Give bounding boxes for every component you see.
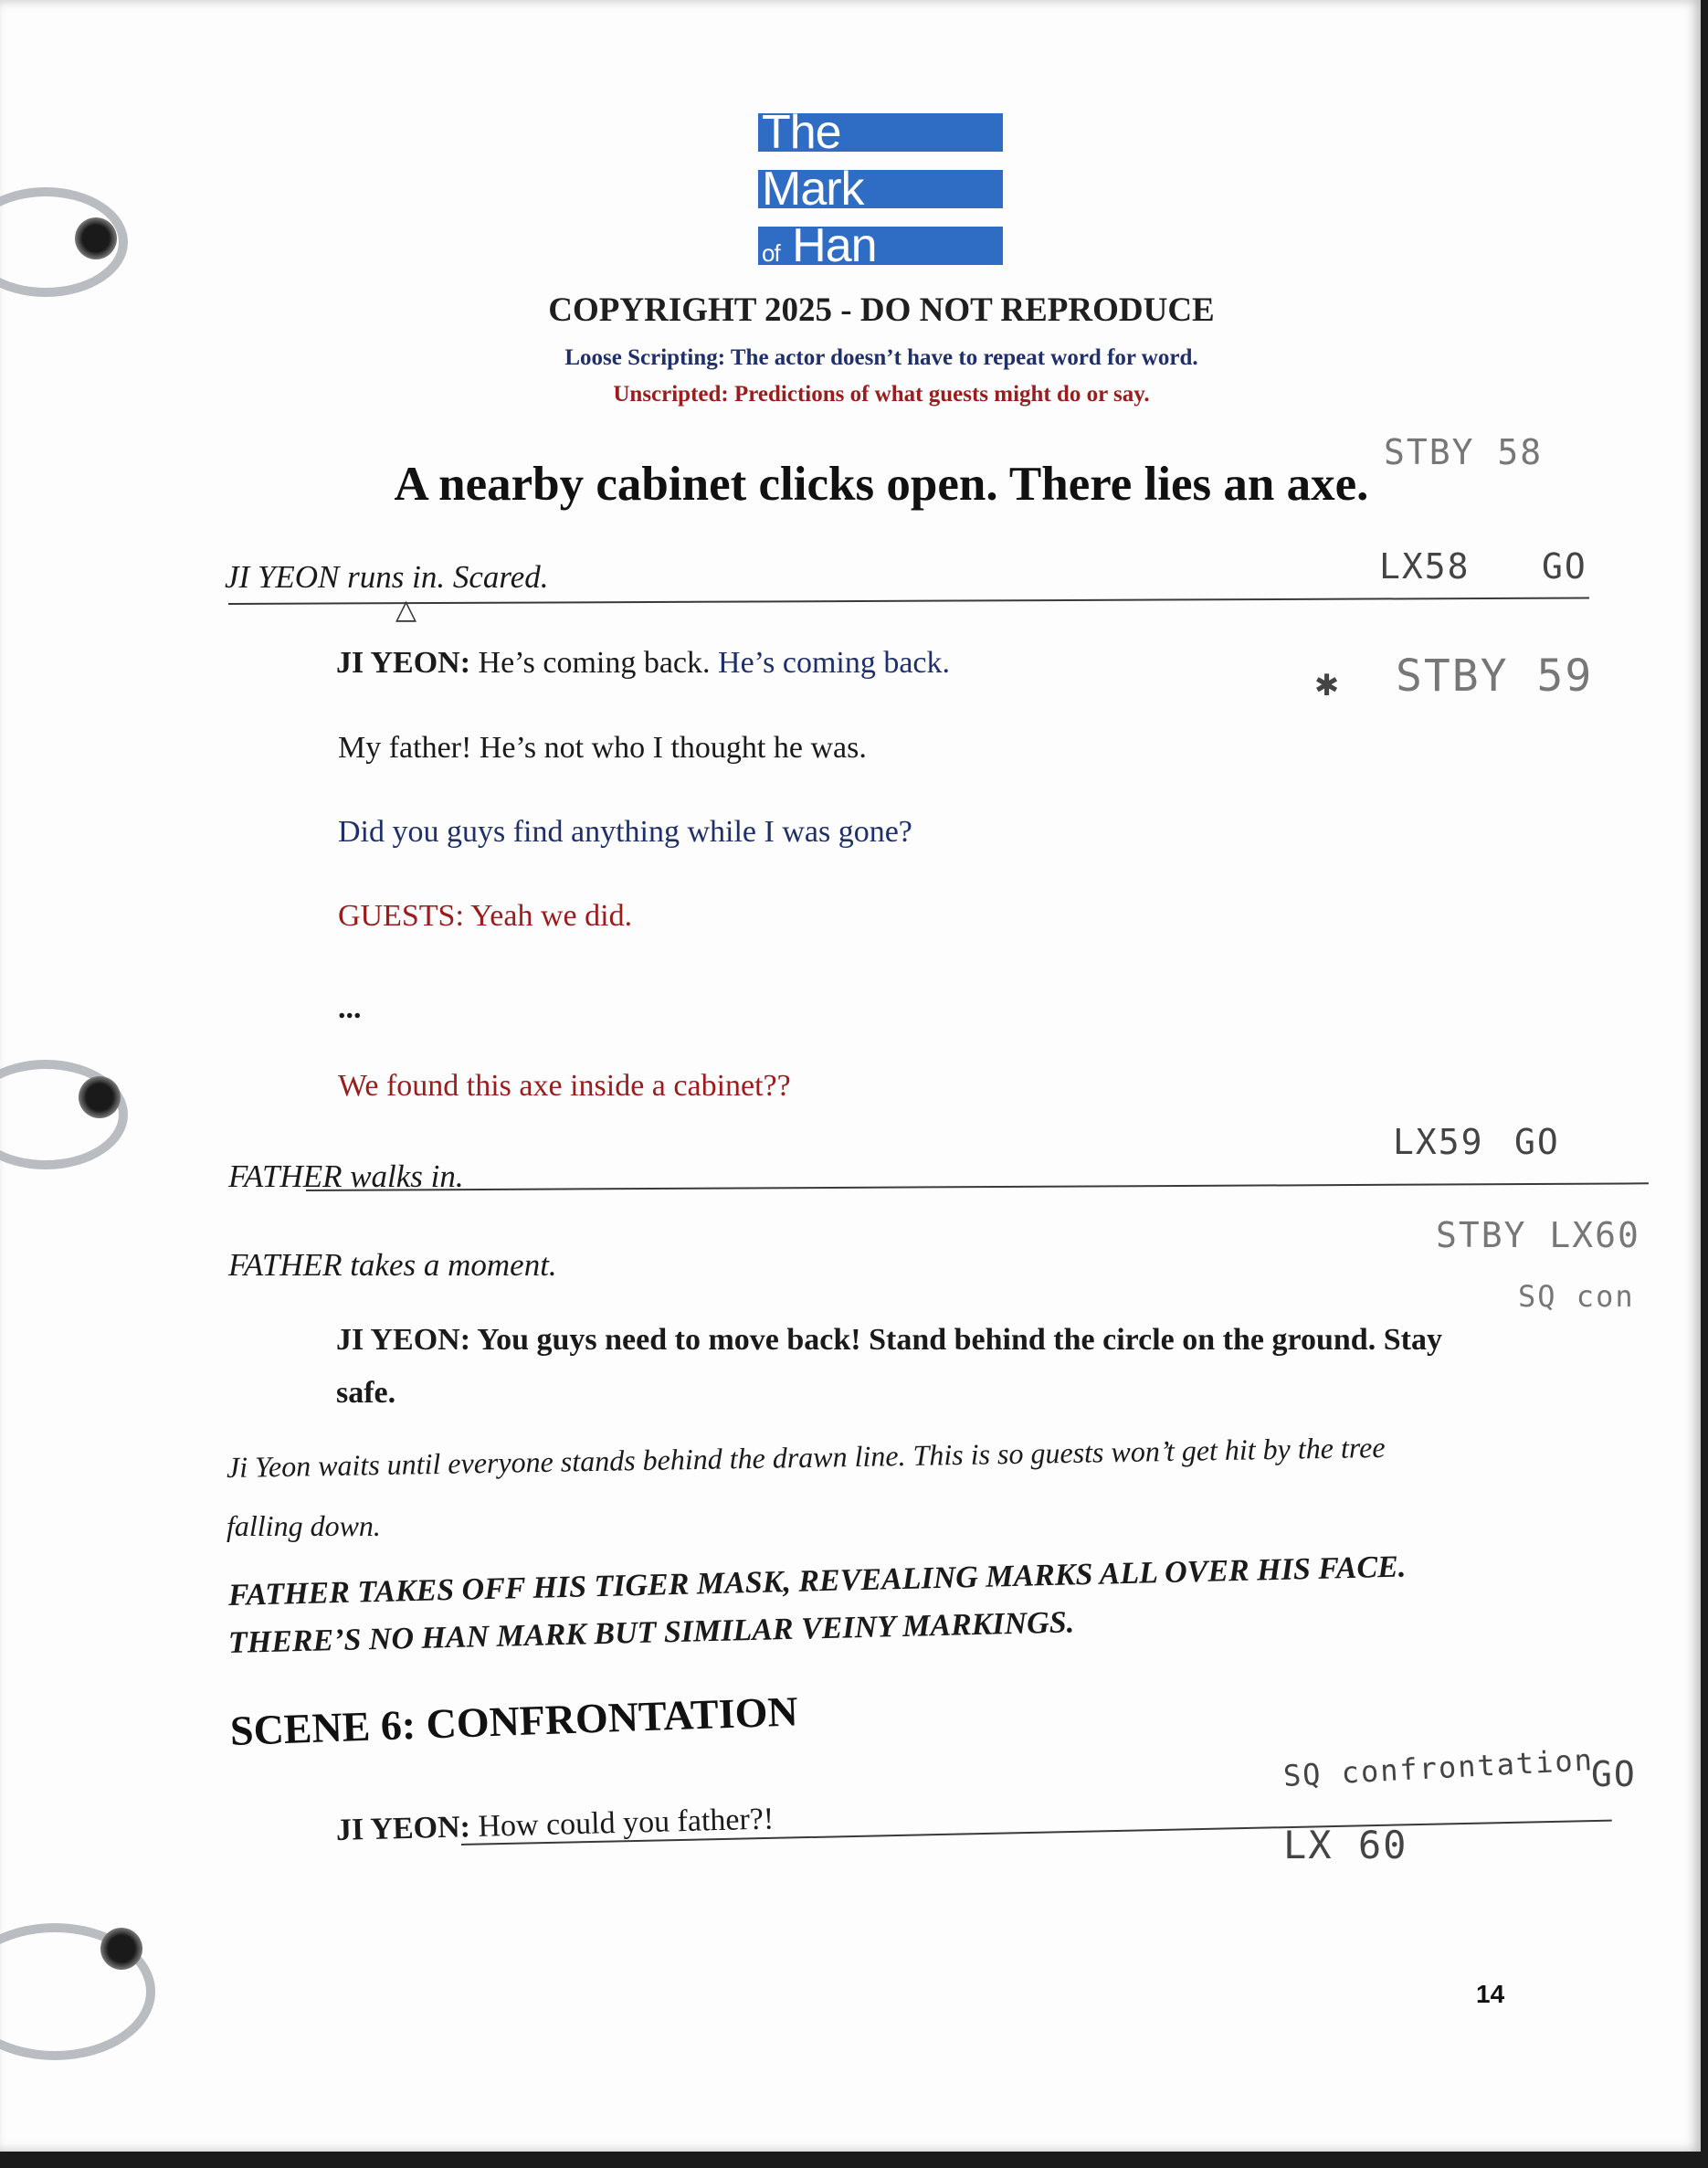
stage-direction-4: Ji Yeon waits until everyone stands behind the drawn line. This is so guests won’t get hit by the tree <box>226 1430 1386 1484</box>
annotation-lx59: LX59 <box>1393 1122 1484 1162</box>
dialogue-line-4-cont: safe. <box>336 1376 396 1410</box>
annotation-lx-60: LX 60 <box>1283 1823 1408 1867</box>
mark-of-han-logo <box>758 106 1003 283</box>
star-icon: ✱ <box>1315 660 1341 704</box>
stage-direction-2: FATHER walks in. <box>228 1158 464 1194</box>
action-caps-1: FATHER TAKES OFF HIS TIGER MASK, REVEALING MARKS ALL OVER HIS FACE. <box>227 1549 1407 1613</box>
binder-hole-top <box>75 217 117 259</box>
annotation-stby-lx60: STBY LX60 <box>1436 1215 1640 1255</box>
annotation-sq-confrontation: SQ confrontation <box>1282 1742 1595 1793</box>
binder-hole-middle <box>79 1076 121 1118</box>
annotation-go-59: GO <box>1514 1122 1560 1162</box>
logo-han: Han <box>792 219 877 272</box>
dialogue-text: How could you father?! <box>477 1802 775 1844</box>
legend-loose-scripting: Loose Scripting: The actor doesn’t have to repeat word for word. <box>564 345 1198 370</box>
annotation-go-60: GO <box>1591 1754 1637 1794</box>
binder-hole-bottom <box>100 1928 142 1970</box>
ellipsis-line: ... <box>338 991 362 1025</box>
speaker-ji-yeon: JI YEON: <box>335 1810 471 1847</box>
legend-unscripted: Unscripted: Predictions of what guests might do or say. <box>613 382 1150 407</box>
dialogue-line-4 <box>336 1323 1442 1358</box>
dialogue-line-3: Did you guys find anything while I was gone? <box>338 815 912 849</box>
page-number: 14 <box>1476 1980 1505 2008</box>
speaker-ji-yeon: JI YEON: <box>336 646 471 680</box>
guest-line-1: GUESTS: Yeah we did. <box>338 899 633 933</box>
cue-line-1 <box>228 597 1589 605</box>
annotation-go-58: GO <box>1542 546 1587 587</box>
stage-direction-4-cont: falling down. <box>227 1509 381 1542</box>
stage-direction-1: JI YEON runs in. Scared. <box>225 559 549 595</box>
guest-line-2: We found this axe inside a cabinet?? <box>338 1069 791 1103</box>
annotation-stby-59: STBY 59 <box>1396 650 1594 702</box>
action-caps-2: THERE’S NO HAN MARK BUT SIMILAR VEINY MARKINGS. <box>227 1605 1075 1660</box>
logo-line-1: The <box>758 113 1003 152</box>
copyright-notice: COPYRIGHT 2025 - DO NOT REPRODUCE <box>548 291 1215 329</box>
logo-of: of <box>762 239 780 267</box>
dialogue-line-1 <box>336 646 950 681</box>
dialogue-text: He’s coming back. <box>478 646 711 680</box>
logo-line-2: Mark <box>758 170 1003 208</box>
dialogue-text: You guys need to move back! Stand behind the circle on the ground. Stay <box>477 1323 1442 1357</box>
annotation-stby-58: STBY 58 <box>1384 432 1544 472</box>
speaker-ji-yeon: JI YEON: <box>336 1323 471 1357</box>
loose-scripting-text: He’s coming back. <box>718 646 951 680</box>
cue-line-2 <box>306 1182 1649 1191</box>
scene-heading: SCENE 6: CONFRONTATION <box>229 1687 799 1754</box>
stage-direction-3: FATHER takes a moment. <box>228 1247 557 1283</box>
dialogue-line-2: My father! He’s not who I thought he was. <box>338 731 867 765</box>
annotation-lx58: LX58 <box>1379 546 1471 587</box>
insert-mark: △ <box>395 595 417 625</box>
scene-headline: A nearby cabinet clicks open. There lies an axe. <box>394 458 1369 511</box>
logo-line-3 <box>758 219 1003 272</box>
annotation-sq-con: SQ con <box>1518 1279 1635 1314</box>
